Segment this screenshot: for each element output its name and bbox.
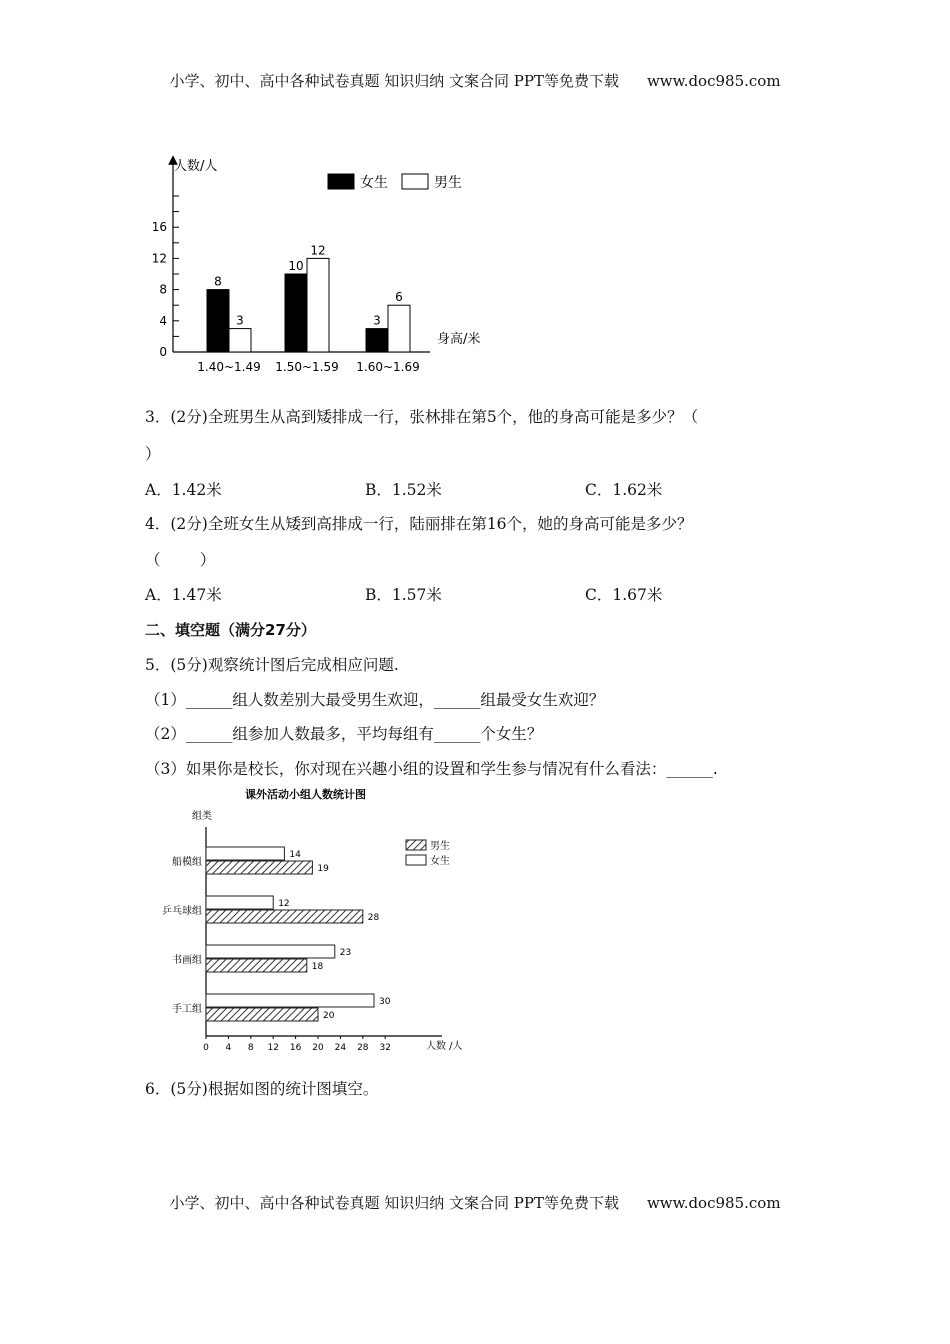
bar-boys (388, 305, 410, 352)
y-tick-label: 8 (159, 282, 167, 297)
x-tick-label: 16 (289, 1043, 302, 1053)
bar-value-label: 19 (317, 864, 329, 874)
question-5-3: （3）如果你是校长，你对现在兴趣小组的设置和学生参与情况有什么看法：______. (145, 760, 718, 778)
q3-option-c[interactable]: C．1.62米 (585, 481, 663, 499)
page-footer (0, 1192, 950, 1213)
question-4-line1: 4．(2分)全班女生从矮到高排成一行，陆丽排在第16个，她的身高可能是多少？ (145, 515, 693, 533)
bar-girls (206, 896, 273, 909)
legend-label-boys: 男生 (430, 841, 450, 852)
legend-label-girls: 女生 (430, 856, 450, 867)
bar-value-label: 14 (289, 850, 301, 860)
activity-group-chart (140, 783, 490, 1063)
category-label: 乒乓球组 (162, 906, 202, 917)
question-5-1: （1）______组人数差别大最受男生欢迎，______组最受女生欢迎？ (145, 691, 605, 709)
x-tick-label: 20 (312, 1043, 324, 1053)
header-text: 小学、初中、高中各种试卷真题 知识归纳 文案合同 PPT等免费下载 (169, 72, 619, 90)
category-label: 手工组 (172, 1004, 202, 1015)
bar-girls (206, 945, 335, 958)
bar-value-label: 28 (367, 913, 380, 923)
legend-swatch-boys (402, 174, 428, 189)
bar-value-label: 6 (395, 290, 403, 305)
legend-swatch-girls (328, 174, 354, 189)
x-axis-label: 身高/米 (437, 332, 481, 347)
y-axis-label: 组类 (192, 811, 212, 822)
x-tick-label: 8 (247, 1043, 254, 1053)
footer-text: 小学、初中、高中各种试卷真题 知识归纳 文案合同 PPT等免费下载 (169, 1194, 619, 1212)
category-label: 书画组 (172, 955, 202, 966)
question-4-line2: （ ） (145, 551, 216, 569)
bar-boys (206, 861, 312, 874)
page-header (0, 70, 950, 91)
x-tick-label: 1.60~1.69 (356, 360, 420, 374)
y-tick-label: 4 (159, 313, 167, 328)
x-tick-label: 32 (379, 1043, 391, 1053)
y-tick-label: 16 (151, 220, 167, 235)
bar-value-label: 3 (373, 313, 381, 328)
bar-value-label: 8 (214, 274, 222, 289)
bar-value-label: 12 (310, 243, 326, 258)
legend-label-girls: 女生 (360, 175, 388, 191)
bar-girls (206, 847, 284, 860)
bar-boys (206, 1008, 318, 1021)
x-tick-label: 0 (203, 1043, 209, 1053)
q4-option-c[interactable]: C．1.67米 (585, 586, 663, 604)
question-5: 5．(5分)观察统计图后完成相应问题. (145, 656, 399, 674)
y-tick-label: 0 (159, 345, 167, 359)
bar-boys (307, 258, 329, 352)
x-tick-label: 1.40~1.49 (197, 360, 261, 374)
q4-option-b[interactable]: B．1.57米 (365, 586, 442, 604)
section-2-title: 二、填空题（满分27分） (145, 621, 316, 639)
x-tick-label: 4 (225, 1043, 232, 1053)
q3-option-b[interactable]: B．1.52米 (365, 481, 442, 499)
bar-value-label: 20 (323, 1011, 335, 1021)
question-3-line1: 3．(2分)全班男生从高到矮排成一行，张林排在第5个，他的身高可能是多少？（ (145, 408, 699, 426)
x-tick-label: 1.50~1.59 (275, 360, 339, 374)
x-tick-label: 28 (357, 1043, 369, 1053)
height-bar-chart (140, 150, 510, 390)
bar-girls (285, 274, 307, 352)
legend-swatch-boys (406, 840, 426, 850)
question-5-2: （2）______组参加人数最多，平均每组有______个女生？ (145, 725, 543, 743)
legend-swatch-girls (406, 855, 426, 865)
bar-value-label: 18 (311, 962, 324, 972)
bar-value-label: 3 (236, 313, 244, 328)
bar-boys (206, 959, 307, 972)
x-axis-label: 人数 /人 (426, 1041, 463, 1052)
legend-label-boys: 男生 (434, 175, 462, 191)
category-label: 船模组 (172, 857, 202, 868)
question-3-line2: ） (145, 445, 161, 463)
bar-value-label: 23 (339, 948, 352, 958)
footer-site: www.doc985.com (646, 1194, 781, 1212)
bar-value-label: 10 (288, 259, 304, 273)
bar-boys (229, 329, 251, 352)
q4-option-a[interactable]: A．1.47米 (145, 586, 222, 604)
x-tick-label: 12 (267, 1043, 279, 1053)
bar-value-label: 12 (278, 899, 290, 909)
x-tick-label: 24 (334, 1043, 347, 1053)
bar-boys (206, 910, 363, 923)
y-axis-label: 人数/人 (174, 159, 218, 174)
chart-title: 课外活动小组人数统计图 (245, 788, 366, 801)
bar-girls (206, 994, 374, 1007)
header-site: www.doc985.com (646, 72, 781, 90)
y-tick-label: 12 (151, 251, 167, 266)
bar-value-label: 30 (379, 997, 391, 1007)
bar-girls (366, 329, 388, 352)
q3-option-a[interactable]: A．1.42米 (145, 481, 222, 499)
bar-girls (207, 290, 229, 352)
question-6: 6．(5分)根据如图的统计图填空。 (145, 1080, 379, 1098)
